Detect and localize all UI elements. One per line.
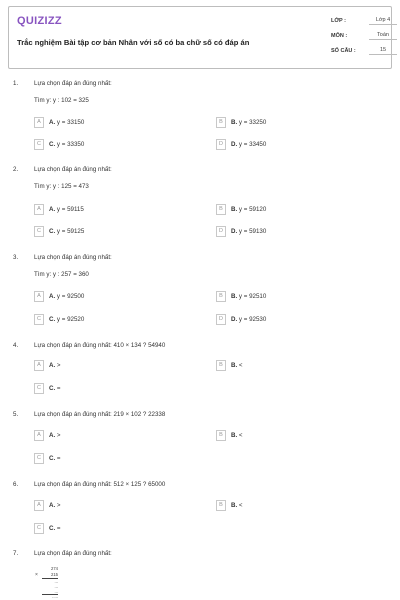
question-prompt: Lựa chọn đáp án đúng nhất: xyxy=(34,166,112,173)
option-letter: A. xyxy=(49,293,56,300)
question-prompt: Lựa chọn đáp án đúng nhất: 219 × 102 ? 22338 xyxy=(34,411,166,418)
option-letter: D. xyxy=(231,141,238,148)
question-subtext: Tìm y: y : 257 = 360 xyxy=(34,271,89,278)
option-letter: A. xyxy=(49,119,56,126)
option-text: y = 92500 xyxy=(56,293,85,300)
option-text: y = 33350 xyxy=(56,141,85,148)
option-letter: C. xyxy=(49,525,56,532)
calc-line: ... xyxy=(54,589,58,594)
option-text: y = 33250 xyxy=(238,119,267,126)
option-text: y = 33150 xyxy=(56,119,85,126)
question-number: 5. xyxy=(13,411,19,418)
option-letter: B. xyxy=(231,432,238,439)
option-b-box[interactable]: B xyxy=(216,500,226,511)
option-letter: C. xyxy=(49,455,56,462)
option-c-box[interactable]: C xyxy=(34,314,44,325)
option-letter: C. xyxy=(49,385,56,392)
option-text: > xyxy=(56,502,61,509)
option-letter: C. xyxy=(49,228,56,235)
option-letter: A. xyxy=(49,432,56,439)
calc-line: ... xyxy=(54,579,58,584)
option-text: y = 59125 xyxy=(56,228,85,235)
calc-line: ..... xyxy=(52,594,58,599)
option-letter: D. xyxy=(231,228,238,235)
option-a-box[interactable]: A xyxy=(34,291,44,302)
option-text: y = 92520 xyxy=(56,316,85,323)
option-a-box[interactable]: A xyxy=(34,360,44,371)
option-text: y = 59115 xyxy=(56,206,84,213)
option-letter: B. xyxy=(231,119,238,126)
option-text: < xyxy=(238,502,243,509)
option-text: y = 92510 xyxy=(238,293,267,300)
calc-line: 215 xyxy=(51,572,58,577)
quiz-title: Trắc nghiệm Bài tập cơ bản Nhân với số có ba chữ số có đáp án xyxy=(17,38,250,47)
grade-value: Lớp 4 xyxy=(369,17,397,25)
option-b-box[interactable]: B xyxy=(216,117,226,128)
multiply-operator: × xyxy=(35,572,38,578)
option-b-box[interactable]: B xyxy=(216,430,226,441)
question-prompt: Lựa chọn đáp án đúng nhất: 410 × 134 ? 54940 xyxy=(34,342,166,349)
question-number: 7. xyxy=(13,550,19,557)
option-text: < xyxy=(238,432,243,439)
option-b-box[interactable]: B xyxy=(216,360,226,371)
quiz-header xyxy=(8,6,392,69)
option-d-box[interactable]: D xyxy=(216,139,226,150)
question-subtext: Tìm y: y : 125 = 473 xyxy=(34,183,89,190)
question-number: 3. xyxy=(13,254,19,261)
option-letter: C. xyxy=(49,316,56,323)
option-letter: A. xyxy=(49,362,56,369)
option-letter: D. xyxy=(231,316,238,323)
option-text: = xyxy=(56,385,61,392)
question-number: 4. xyxy=(13,342,19,349)
multiplication-calculation xyxy=(35,566,60,599)
option-a-box[interactable]: A xyxy=(34,204,44,215)
option-text: y = 33450 xyxy=(238,141,267,148)
option-a-box[interactable]: A xyxy=(34,117,44,128)
question-prompt: Lựa chọn đáp án đúng nhất: 512 × 125 ? 65000 xyxy=(34,481,166,488)
question-subtext: Tìm y: y : 102 = 325 xyxy=(34,97,89,104)
option-text: y = 59120 xyxy=(238,206,267,213)
option-text: y = 92530 xyxy=(238,316,267,323)
option-letter: B. xyxy=(231,502,238,509)
option-b-box[interactable]: B xyxy=(216,204,226,215)
calc-line: 274 xyxy=(51,566,58,571)
option-letter: B. xyxy=(231,206,238,213)
option-b-box[interactable]: B xyxy=(216,291,226,302)
question-count-value: 15 xyxy=(369,47,397,55)
option-text: > xyxy=(56,432,61,439)
option-text: > xyxy=(56,362,61,369)
option-c-box[interactable]: C xyxy=(34,226,44,237)
option-text: = xyxy=(56,525,61,532)
option-letter: A. xyxy=(49,502,56,509)
grade-label: LỚP : xyxy=(331,18,346,24)
question-count-label: SỐ CÂU : xyxy=(331,48,356,54)
option-c-box[interactable]: C xyxy=(34,453,44,464)
option-letter: C. xyxy=(49,141,56,148)
option-d-box[interactable]: D xyxy=(216,226,226,237)
option-a-box[interactable]: A xyxy=(34,430,44,441)
option-a-box[interactable]: A xyxy=(34,500,44,511)
question-number: 1. xyxy=(13,80,19,87)
subject-label: MÔN : xyxy=(331,33,348,39)
question-prompt: Lựa chọn đáp án đúng nhất: xyxy=(34,80,112,87)
option-letter: B. xyxy=(231,362,238,369)
option-text: = xyxy=(56,455,61,462)
option-text: y = 59130 xyxy=(238,228,267,235)
subject-value: Toán xyxy=(369,32,397,40)
question-prompt: Lựa chọn đáp án đúng nhất: xyxy=(34,254,112,261)
option-text: < xyxy=(238,362,243,369)
option-letter: A. xyxy=(49,206,56,213)
question-number: 6. xyxy=(13,481,19,488)
option-c-box[interactable]: C xyxy=(34,383,44,394)
option-letter: B. xyxy=(231,293,238,300)
quizizz-logo: QUIZIZZ xyxy=(17,15,62,27)
option-d-box[interactable]: D xyxy=(216,314,226,325)
calc-line: ... xyxy=(54,584,58,589)
question-prompt: Lựa chọn đáp án đúng nhất: xyxy=(34,550,112,557)
question-number: 2. xyxy=(13,166,19,173)
option-c-box[interactable]: C xyxy=(34,139,44,150)
option-c-box[interactable]: C xyxy=(34,523,44,534)
